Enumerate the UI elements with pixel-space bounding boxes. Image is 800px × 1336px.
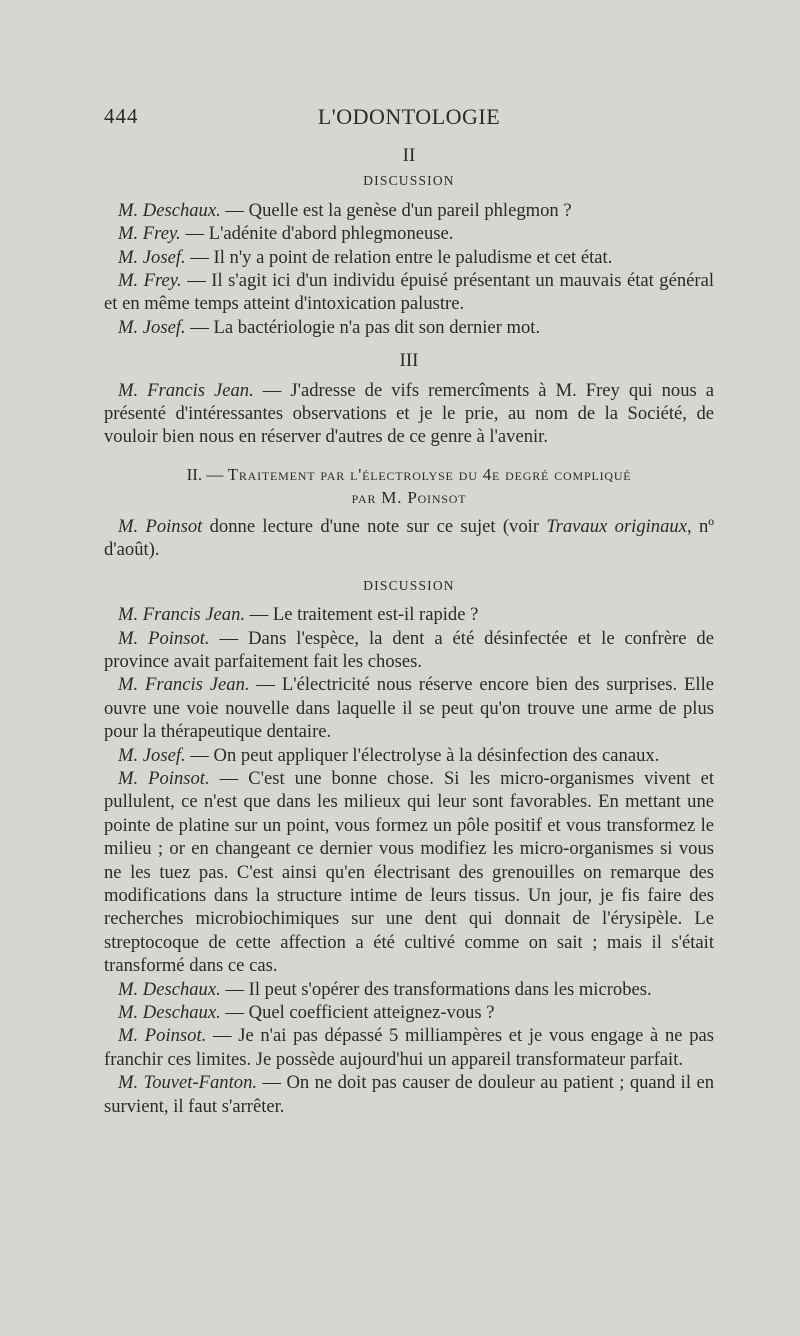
- paragraph: [104, 222, 714, 245]
- speaker-name: M. Poinsot.: [118, 1025, 207, 1047]
- speaker-name: M. Frey.: [118, 270, 182, 292]
- paragraph: [104, 246, 714, 269]
- speaker-name: M. Poinsot.: [118, 627, 210, 649]
- paragraph: [104, 316, 714, 339]
- section-number-ii: II: [402, 145, 416, 166]
- speaker-name: M. Josef.: [118, 246, 186, 268]
- page-number: 444: [104, 104, 139, 128]
- paragraph-text: — Dans l'espèce, la dent a été désinfectée et le confrère de province avait parfaitement fait les choses.: [104, 627, 714, 672]
- paragraph: [104, 673, 714, 743]
- paragraph: [104, 767, 714, 978]
- paragraph: [104, 1071, 714, 1118]
- speaker-name: M. Francis Jean.: [118, 604, 246, 626]
- running-title: L'ODONTOLOGIE: [317, 104, 501, 129]
- speaker-name: M. Josef.: [118, 316, 186, 338]
- paragraph-text: — Il s'agit ici d'un individu épuisé présentant un mauvais état général et en même temps atteint d'intoxication palustre.: [104, 270, 714, 315]
- speaker-name: M. Josef.: [118, 744, 186, 766]
- paragraph: [104, 269, 714, 316]
- paragraph: [104, 627, 714, 674]
- section-number-iii: III: [399, 350, 419, 372]
- discussion-heading-2: DISCUSSION: [363, 577, 455, 593]
- paragraph-text: , nº d'août).: [104, 515, 715, 561]
- page-header: [104, 104, 714, 134]
- paragraph-text: — On ne doit pas causer de douleur au patient ; quand il en survient, il faut s'arrêter.: [104, 1072, 714, 1117]
- paragraph-text: donne lecture d'une note sur ce sujet (voir: [202, 515, 547, 537]
- speaker-name: M. Deschaux.: [118, 199, 221, 221]
- paragraph-text: — L'adénite d'abord phlegmoneuse.: [180, 223, 454, 245]
- speaker-name: M. Francis Jean.: [118, 674, 250, 696]
- paragraph-text: — J'adresse de vifs remercîments à M. Frey qui nous a présenté d'intéressantes observations et je le prie, au nom de la Société, de vouloir bien nous en réserver d'autres de ce genre à l'avenir.: [104, 379, 714, 448]
- section-title-line2: par M. Poinsot: [351, 487, 467, 507]
- reference-title: Travaux originaux: [546, 515, 687, 537]
- paragraph: [104, 744, 714, 767]
- paragraph-text: — L'électricité nous réserve encore bien des surprises. Elle ouvre une voie nouvelle dans laquelle il se peut qu'on trouve une arme de plus pour la thérapeutique dentaire.: [104, 674, 714, 743]
- paragraph: [104, 978, 714, 1001]
- paragraph-text: — Le traitement est-il rapide ?: [245, 604, 479, 626]
- paragraph: [104, 1001, 714, 1024]
- body-text: [104, 144, 714, 1118]
- paragraph-text: — Il peut s'opérer des transformations dans les microbes.: [220, 978, 652, 1000]
- paragraph-text: — Quel coefficient atteignez-vous ?: [220, 1002, 495, 1023]
- speaker-name: M. Frey.: [118, 223, 181, 245]
- speaker-name: M. Francis Jean.: [118, 379, 254, 401]
- speaker-name: M. Poinsot.: [118, 767, 210, 789]
- paragraph-text: — La bactériologie n'a pas dit son dernier mot.: [185, 316, 541, 338]
- paragraph-text: — C'est une bonne chose. Si les micro-organismes vivent et pullulent, ce n'est que dans les milieux qui leur sont favorables. En mettant une pointe de platine sur un point, vous formez un pôle positif et vous transformez le milieu ; or en changeant ce dernier vous modifiez les micro-organismes si vous ne les tuez pas. C'est ainsi qu'en électrisant des grenouilles on remarque des modifications dans la structure intime de leurs tissus. Un jour, je fis faire des recherches microbiochimiques sur une dent qui donnait de l'érysipèle. Le streptocoque de cette affection a été cultivé comme on sait ; mais il s'était transformé dans ce cas.: [104, 767, 714, 977]
- paragraph: [104, 1024, 714, 1071]
- section-title-prefix: II. —: [186, 464, 228, 484]
- intro-paragraph: [104, 515, 714, 562]
- speaker-name: M. Touvet-Fanton.: [118, 1072, 258, 1094]
- paragraph: [104, 379, 714, 449]
- paragraph-text: — Je n'ai pas dépassé 5 milliampères et je vous engage à ne pas franchir ces limites. Je possède aujourd'hui un appareil transformateur parfait.: [104, 1025, 714, 1070]
- paragraph: [104, 603, 714, 626]
- discussion-heading: DISCUSSION: [363, 173, 455, 189]
- paragraph: [104, 199, 714, 222]
- speaker-name: M. Poinsot: [118, 515, 203, 537]
- section-title: [104, 463, 714, 509]
- section-title-line1: Traitement par l'électrolyse du 4e degré compliqué: [227, 464, 632, 484]
- paragraph-text: — Quelle est la genèse d'un pareil phlegmon ?: [220, 199, 572, 221]
- paragraph-text: — Il n'y a point de relation entre le paludisme et cet état.: [185, 246, 613, 268]
- paragraph-text: — On peut appliquer l'électrolyse à la désinfection des canaux.: [185, 744, 660, 766]
- speaker-name: M. Deschaux.: [118, 1002, 221, 1023]
- speaker-name: M. Deschaux.: [118, 978, 221, 1000]
